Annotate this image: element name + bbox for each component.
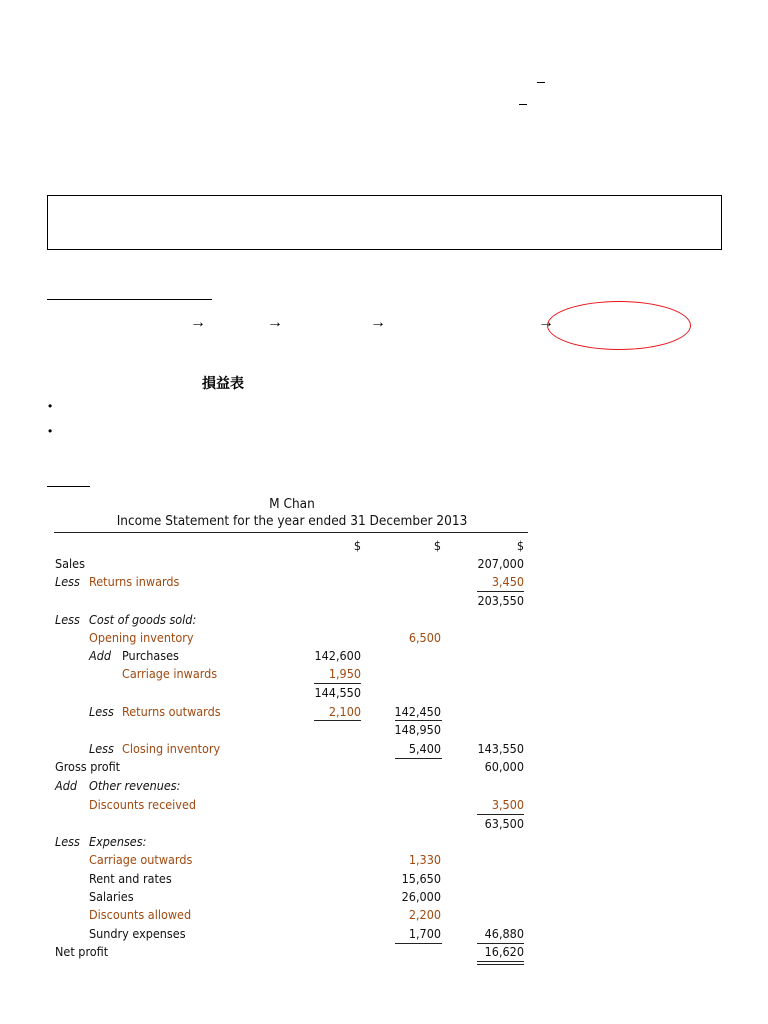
amount: 1,700 [408, 926, 441, 941]
amount: 148,950 [394, 722, 441, 737]
subtotal-rule [477, 591, 524, 592]
table-row [0, 704, 560, 722]
amount: 63,500 [484, 816, 524, 831]
row-label: Returns inwards [89, 574, 180, 589]
table-row [0, 685, 560, 703]
statement-title: Income Statement for the year ended 31 December 2013 [116, 513, 468, 529]
table-row [0, 648, 560, 666]
table-row [0, 741, 560, 759]
income-statement-chinese-label: 損益表 [202, 376, 244, 392]
row-prefix: Less [55, 834, 80, 849]
amount: 142,450 [394, 704, 441, 719]
table-row [0, 759, 560, 777]
amount: 203,550 [477, 593, 524, 608]
table-row [0, 926, 560, 944]
header-rule [54, 532, 528, 533]
bullet-icon: • [48, 424, 53, 438]
amount: 143,550 [477, 741, 524, 756]
amount: 6,500 [408, 630, 441, 645]
total-double-rule [477, 961, 524, 962]
table-row [0, 778, 560, 796]
table-row [0, 944, 560, 962]
amount: 2,200 [408, 907, 441, 922]
net-profit-amount: 16,620 [484, 944, 524, 959]
total-double-rule [477, 964, 524, 965]
subtotal-rule [477, 814, 524, 815]
amount: 26,000 [401, 889, 441, 904]
arrow-icon: → [538, 314, 554, 331]
row-label: Opening inventory [89, 630, 194, 645]
subtotal-rule [314, 720, 361, 721]
row-label: Cost of goods sold: [89, 612, 197, 627]
table-row [0, 574, 560, 592]
row-prefix: Less [89, 704, 114, 719]
amount: 144,550 [314, 685, 361, 700]
arrow-icon: → [370, 314, 386, 331]
row-label: Rent and rates [89, 871, 172, 886]
row-prefix: Add [55, 778, 77, 793]
arrow-icon: → [267, 314, 283, 331]
row-label: Purchases [122, 648, 179, 663]
table-row [0, 834, 560, 852]
table-row [0, 593, 560, 611]
subtotal-rule [314, 683, 361, 684]
row-prefix: Less [89, 741, 114, 756]
table-row [0, 889, 560, 907]
row-label: Net profit [55, 944, 109, 959]
row-label: Salaries [89, 889, 134, 904]
subtotal-rule [395, 720, 442, 721]
row-label: Carriage inwards [122, 666, 218, 681]
row-label: Closing inventory [122, 741, 221, 756]
amount: 60,000 [484, 759, 524, 774]
amount: 46,880 [484, 926, 524, 941]
row-label: Other revenues: [89, 778, 181, 793]
row-label: Discounts allowed [89, 907, 192, 922]
row-label: Gross profit [55, 759, 121, 774]
row-label: Carriage outwards [89, 852, 193, 867]
table-row [0, 797, 560, 815]
row-label: Returns outwards [122, 704, 221, 719]
currency-header: $ [353, 538, 361, 553]
company-name: M Chan [269, 496, 315, 512]
amount: 207,000 [477, 556, 524, 571]
amount: 15,650 [401, 871, 441, 886]
table-row [0, 871, 560, 889]
table-row [0, 907, 560, 925]
table-row [0, 612, 560, 630]
arrow-icon: → [190, 314, 206, 331]
bullet-icon: • [48, 399, 53, 413]
row-prefix: Add [89, 648, 111, 663]
currency-header: $ [516, 538, 524, 553]
amount: 3,500 [491, 797, 524, 812]
amount: 3,450 [491, 574, 524, 589]
table-row [0, 630, 560, 648]
row-label: Sales [55, 556, 85, 571]
table-row [0, 816, 560, 834]
row-prefix: Less [55, 612, 80, 627]
currency-header: $ [433, 538, 441, 553]
table-row [0, 556, 560, 574]
table-row [0, 852, 560, 870]
amount: 1,950 [328, 666, 361, 681]
amount: 1,330 [408, 852, 441, 867]
amount: 5,400 [408, 741, 441, 756]
row-label: Sundry expenses [89, 926, 186, 941]
amount: 142,600 [314, 648, 361, 663]
row-prefix: Less [55, 574, 80, 589]
currency-header-row [0, 538, 560, 556]
amount: 2,100 [328, 704, 361, 719]
row-label: Expenses: [89, 834, 147, 849]
table-row [0, 722, 560, 740]
table-row [0, 666, 560, 684]
row-label: Discounts received [89, 797, 197, 812]
